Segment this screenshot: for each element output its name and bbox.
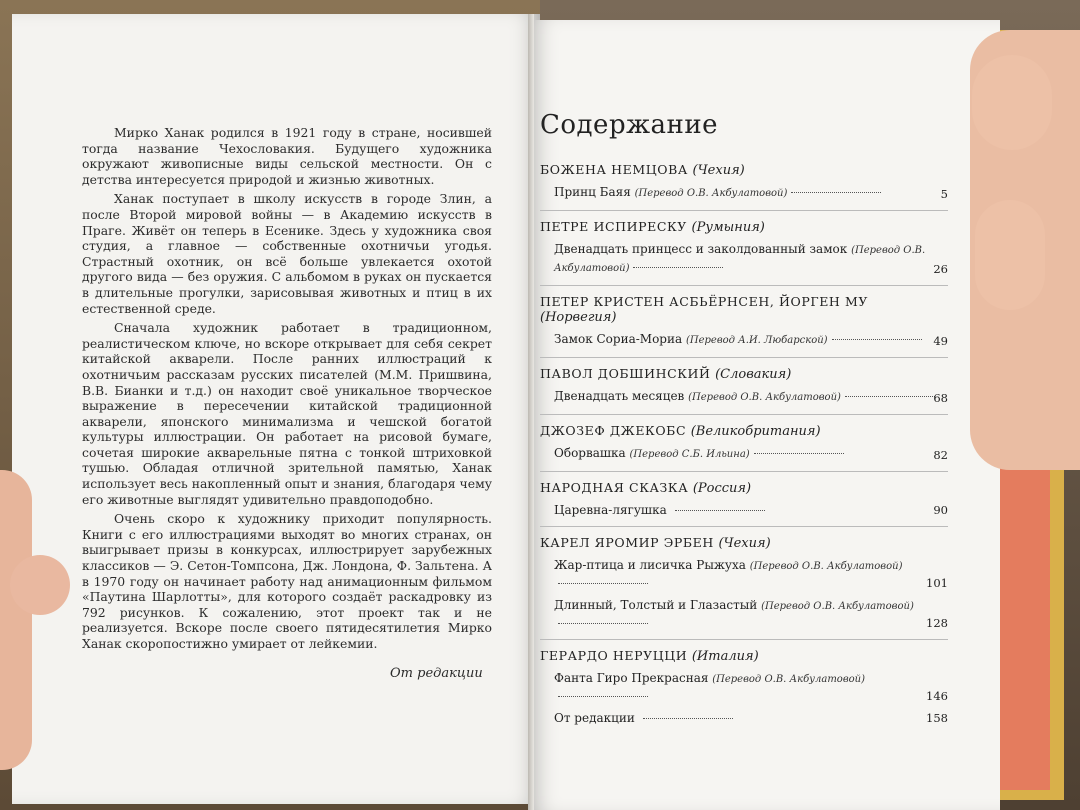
dot-leader xyxy=(558,583,648,584)
bio-paragraph-3: Сначала художник работает в традиционном, реалистическом ключе, но вскоре открывает для себя секрет китайской акварели. После ранних иллюстраций к охотничьим рассказам русских писателей (М.М. Пришвина, В.В. Бианки и т.д.) он находит своё уникальное творческое выражение в пересечении китайской традиционной акварели, японского минимализма и чешской богатой культуры иллюстрации. Он работает на рисовой бумаге, сочетая широкие акварельные пятна с тонкой штриховкой тушью. Обладая отличной зрительной памятью, Ханак использует весь накопленный опыт и знания, благодаря чему его животные выглядят удивительно правдоподобно. xyxy=(82,320,492,507)
author-name: НАРОДНАЯ СКАЗКА xyxy=(540,480,693,495)
entry-title: Замок Сориа-Мориа xyxy=(554,332,686,346)
author-name: ПАВОЛ ДОБШИНСКИЙ xyxy=(540,366,716,381)
toc-author xyxy=(540,366,948,382)
entry-title: От редакции xyxy=(554,711,639,725)
author-name: ГЕРАРДО НЕРУЦЦИ xyxy=(540,648,692,663)
section-divider xyxy=(540,639,948,640)
entry-translator: (Перевод А.И. Любарской) xyxy=(685,335,828,346)
toc-section xyxy=(540,535,948,640)
entry-page-number: 5 xyxy=(940,187,948,201)
dot-leader xyxy=(633,267,723,268)
toc-author xyxy=(540,219,948,235)
toc-entry[interactable] xyxy=(554,670,948,704)
author-country: (Румыния) xyxy=(691,220,765,235)
entry-title: Двенадцать месяцев xyxy=(554,389,689,403)
entry-title: Жар-птица и лисичка Рыжуха xyxy=(554,558,750,572)
entry-page-number: 82 xyxy=(933,448,948,462)
toc-section xyxy=(540,162,948,211)
section-divider xyxy=(540,526,948,527)
author-country: (Великобритания) xyxy=(690,424,821,439)
author-name: ПЕТРЕ ИСПИРЕСКУ xyxy=(540,219,692,234)
toc-entry[interactable] xyxy=(554,557,948,591)
toc-author xyxy=(540,480,948,496)
dot-leader xyxy=(558,696,648,697)
toc-sections xyxy=(540,162,948,726)
author-country: (Италия) xyxy=(691,649,759,664)
entry-title: Принц Баяя xyxy=(554,185,635,199)
dot-leader xyxy=(643,718,733,719)
toc-title: Содержание xyxy=(540,110,719,140)
entry-page-number: 26 xyxy=(933,262,948,276)
toc-section xyxy=(540,648,948,726)
dot-leader xyxy=(558,623,648,624)
section-divider xyxy=(540,357,948,358)
toc-author xyxy=(540,535,948,551)
author-country: (Чехия) xyxy=(718,536,771,551)
toc-author xyxy=(540,648,948,664)
entry-title: Фанта Гиро Прекрасная xyxy=(554,671,713,685)
entry-translator: (Перевод С.Б. Ильина) xyxy=(629,449,750,460)
entry-translator: (Перевод О.В. Акбулатовой) xyxy=(749,561,903,572)
left-hand xyxy=(0,470,32,770)
toc-section xyxy=(540,294,948,358)
right-finger-middle xyxy=(975,200,1045,310)
section-divider xyxy=(540,471,948,472)
toc-author xyxy=(540,423,948,439)
toc-entry[interactable] xyxy=(554,184,948,202)
entry-translator: (Перевод О.В. Акбулатовой) xyxy=(634,188,788,199)
bio-paragraph-1: Мирко Ханак родился в 1921 году в стране, носившей тогда название Чехословакия. Будущего художника окружают живописные виды сельской местности. Он с детства интересуется природой и жизнью животных. xyxy=(82,125,492,187)
author-country: (Чехия) xyxy=(692,163,745,178)
author-country: (Россия) xyxy=(692,481,752,496)
author-name: КАРЕЛ ЯРОМИР ЭРБЕН xyxy=(540,535,719,550)
toc-section xyxy=(540,219,948,286)
toc-section xyxy=(540,480,948,527)
dot-leader xyxy=(675,510,765,511)
author-name: ДЖОЗЕФ ДЖЕКОБС xyxy=(540,423,691,438)
entry-page-number: 49 xyxy=(933,334,948,348)
author-country: (Словакия) xyxy=(715,367,792,382)
left-thumb xyxy=(10,555,70,615)
section-divider xyxy=(540,285,948,286)
bio-paragraph-2: Ханак поступает в школу искусств в городе Злин, а после Второй мировой войны — в Академию искусств в Праге. Живёт он теперь в Есенике. Здесь у художника своя студия, а главное — собственные охотничьи угодья. Страстный охотник, он всё больше увлекается охотой другого вида — без оружия. С альбомом в руках он пускается в длительные прогулки, зарисовывая животных и птиц в их естественной среде. xyxy=(82,191,492,316)
toc-entry[interactable] xyxy=(554,388,948,406)
author-country: (Норвегия) xyxy=(540,310,617,325)
bio-signature: От редакции xyxy=(390,666,483,681)
toc-section xyxy=(540,366,948,415)
entry-page-number: 146 xyxy=(926,689,948,703)
dot-leader xyxy=(791,192,881,193)
dot-leader xyxy=(832,339,922,340)
author-name: БОЖЕНА НЕМЦОВА xyxy=(540,162,693,177)
toc-entry[interactable] xyxy=(554,241,948,277)
dot-leader xyxy=(754,453,844,454)
entry-translator: (Перевод О.В. Акбулатовой) xyxy=(554,245,926,274)
biography-text xyxy=(82,125,492,656)
section-divider xyxy=(540,210,948,211)
book-spine xyxy=(528,14,534,810)
entry-page-number: 158 xyxy=(926,711,948,725)
entry-translator: (Перевод О.В. Акбулатовой) xyxy=(712,674,865,685)
entry-translator: (Перевод О.В. Акбулатовой) xyxy=(761,601,914,612)
toc-entry[interactable] xyxy=(554,445,948,463)
right-finger-top xyxy=(972,55,1052,150)
toc-author xyxy=(540,162,948,178)
toc-section xyxy=(540,423,948,472)
entry-title: Длинный, Толстый и Глазастый xyxy=(554,598,762,612)
entry-page-number: 68 xyxy=(933,391,948,405)
toc-entry[interactable] xyxy=(554,331,948,349)
entry-page-number: 101 xyxy=(926,576,948,590)
entry-page-number: 90 xyxy=(933,503,948,517)
table-of-contents xyxy=(540,110,948,732)
toc-entry[interactable] xyxy=(554,502,948,518)
bio-paragraph-4: Очень скоро к художнику приходит популярность. Книги с его иллюстрациями выходят во многих странах, он выигрывает призы в конкурсах, иллюстрирует зарубежных классиков — Э. Сетон-Томпсона, Дж. Лондона, Ф. Зальтена. А в 1970 году он начинает работу над анимационным фильмом «Паутина Шарлотты», для которого создаёт раскадровку из 792 рисунков. К сожалению, этот проект так и не реализуется. Вскоре после своего пятидесятилетия Мирко Ханак скоропостижно умирает от лейкемии. xyxy=(82,511,492,651)
author-name: ПЕТЕР КРИСТЕН АСБЬЁРНСЕН, ЙОРГЕН МУ xyxy=(540,294,869,309)
toc-entry[interactable] xyxy=(554,597,948,631)
entry-title: Двенадцать принцесс и заколдованный замок xyxy=(554,242,852,256)
entry-title: Оборвашка xyxy=(554,446,630,460)
entry-title: Царевна-лягушка xyxy=(554,503,671,517)
toc-author xyxy=(540,294,948,325)
entry-page-number: 128 xyxy=(926,616,948,630)
dot-leader xyxy=(845,396,935,397)
section-divider xyxy=(540,414,948,415)
entry-translator: (Перевод О.В. Акбулатовой) xyxy=(688,392,841,403)
toc-entry[interactable] xyxy=(554,710,948,726)
